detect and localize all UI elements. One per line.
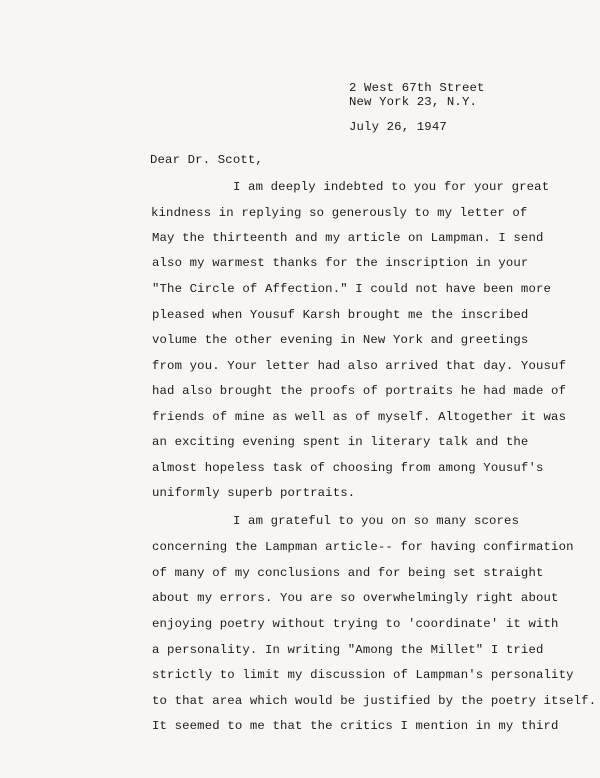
body-line: pleased when Yousuf Karsh brought me the inscribed	[152, 308, 529, 322]
salutation: Dear Dr. Scott,	[150, 153, 263, 167]
body-line: kindness in replying so generously to my letter of	[151, 206, 528, 220]
body-line: "The Circle of Affection." I could not have been more	[152, 282, 552, 296]
body-line: I am deeply indebted to you for your great	[233, 180, 550, 194]
body-line: friends of mine as well as of myself. Altogether it was	[152, 410, 567, 424]
body-line: strictly to limit my discussion of Lampman's personality	[152, 668, 574, 682]
body-line: May the thirteenth and my article on Lampman. I send	[152, 231, 544, 245]
body-line: It seemed to me that the critics I mention in my third	[152, 719, 559, 733]
body-line: of many of my conclusions and for being set straight	[152, 566, 544, 580]
body-line: concerning the Lampman article-- for having confirmation	[152, 540, 574, 554]
body-line: also my warmest thanks for the inscription in your	[152, 256, 529, 270]
body-line: an exciting evening spent in literary talk and the	[152, 435, 529, 449]
body-line: enjoying poetry without trying to 'coordinate' it with	[152, 617, 559, 631]
body-line: to that area which would be justified by the poetry itself.	[152, 694, 597, 708]
body-line: from you. Your letter had also arrived that day. Yousuf	[152, 359, 567, 373]
body-line: volume the other evening in New York and greetings	[152, 333, 529, 347]
body-line: about my errors. You are so overwhelmingly right about	[152, 591, 559, 605]
address-line-1: 2 West 67th Street	[349, 81, 485, 95]
address-line-2: New York 23, N.Y.	[349, 95, 477, 109]
letter-date: July 26, 1947	[349, 120, 447, 134]
body-line: a personality. In writing "Among the Millet" I tried	[152, 643, 544, 657]
body-line: had also brought the proofs of portraits he had made of	[152, 384, 567, 398]
body-line: I am grateful to you on so many scores	[233, 514, 520, 528]
body-line: uniformly superb portraits.	[152, 486, 356, 500]
body-line: almost hopeless task of choosing from among Yousuf's	[152, 461, 544, 475]
